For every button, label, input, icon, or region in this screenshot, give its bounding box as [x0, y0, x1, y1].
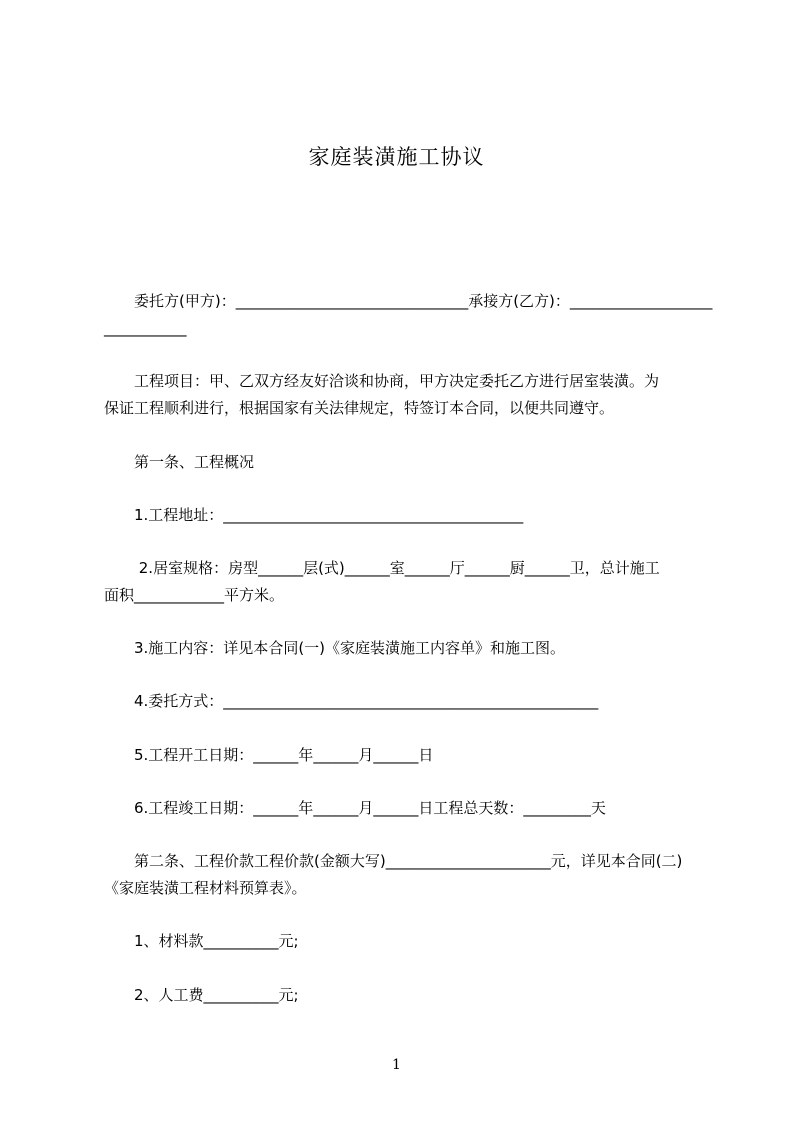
document-title: 家庭装潢施工协议: [308, 145, 485, 169]
article-2-line-1: 第二条、工程价款工程价款(金额大写)______________________元，详见本合同(二): [104, 852, 683, 870]
material-cost-line: 1、材料款__________元;: [104, 932, 299, 950]
project-address-line: 1.工程地址：________________________________________: [104, 506, 524, 524]
labor-cost-line: 2、人工费__________元;: [104, 986, 299, 1004]
room-spec-line-2: 面积____________平方米。: [104, 586, 285, 604]
page-number: 1: [392, 1057, 401, 1073]
party-line-continued: ___________: [104, 319, 187, 337]
party-line: 委托方(甲方)：_______________________________承接方(乙方)：___________________: [104, 292, 713, 310]
commission-method-line: 4.委托方式：__________________________________________________: [104, 692, 599, 710]
project-paragraph-line-2: 保证工程顺利进行，根据国家有关法律规定，特签订本合同，以便共同遵守。: [104, 399, 615, 417]
article-2-line-2: 《家庭装潢工程材料预算表》。: [104, 879, 307, 897]
project-paragraph-line-1: 工程项目：甲、乙双方经友好洽谈和协商，甲方决定委托乙方进行居室装潢。为: [104, 372, 660, 390]
start-date-line: 5.工程开工日期：______年______月______日: [104, 746, 434, 764]
article-1-heading: 第一条、工程概况: [104, 453, 255, 471]
completion-date-line: 6.工程竣工日期：______年______月______日工程总天数：_________天: [104, 799, 606, 817]
room-spec-line-1: 2.居室规格：房型______层(式)______室______厅______厨______卫，总计施工: [104, 559, 660, 577]
construction-content-line: 3.施工内容：详见本合同(一)《家庭装潢施工内容单》和施工图。: [104, 639, 566, 657]
